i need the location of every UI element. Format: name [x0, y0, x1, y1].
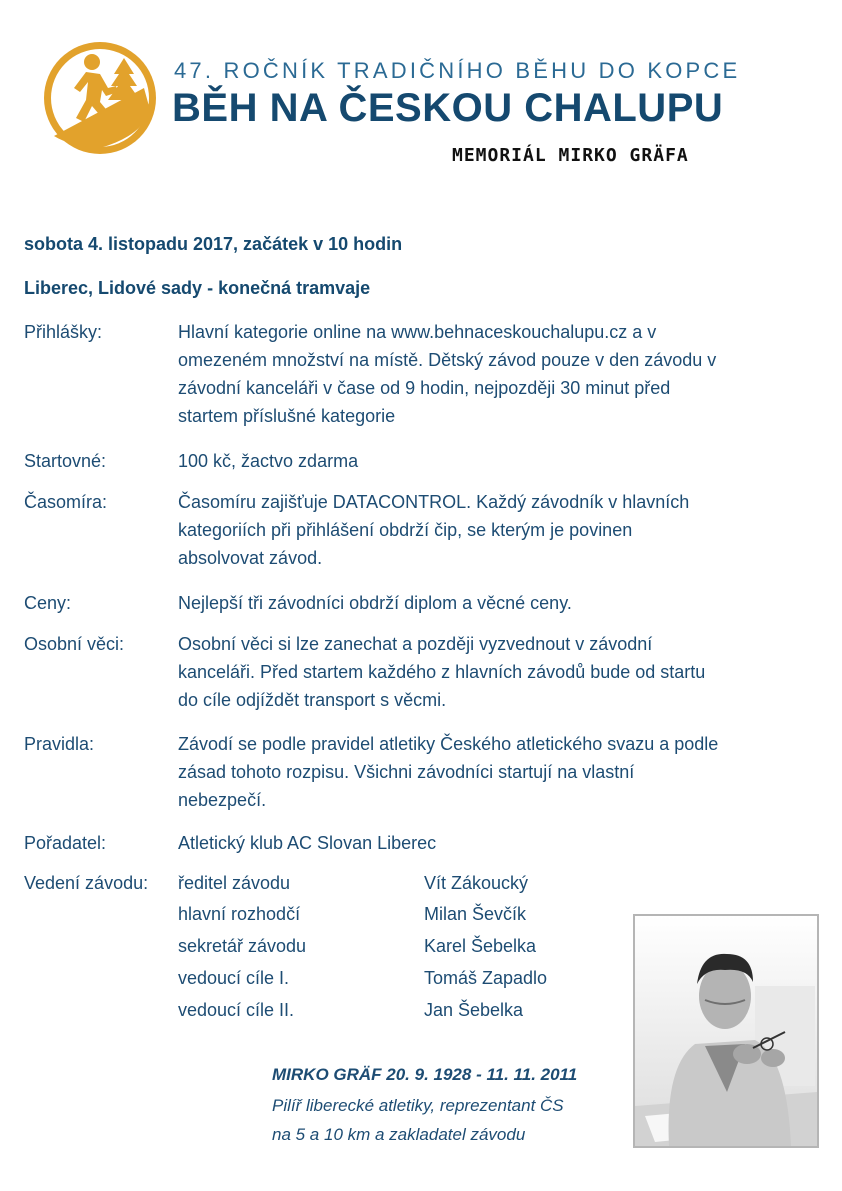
- event-subtitle: 47. ROČNÍK TRADIČNÍHO BĚHU DO KOPCE: [174, 58, 741, 83]
- section-text: [178, 318, 818, 430]
- section-label: Ceny:: [24, 593, 72, 613]
- staff-name: Vít Zákoucký: [424, 873, 529, 893]
- memorial-caption-line: na 5 a 10 km a zakladatel závodu: [272, 1125, 526, 1144]
- date-line: sobota 4. listopadu 2017, začátek v 10 hodin: [24, 234, 403, 254]
- staff-role: hlavní rozhodčí: [178, 904, 301, 924]
- text-line: 100 kč, žactvo zdarma: [178, 451, 359, 471]
- text-line: závodní kanceláři v čase od 9 hodin, nejpozději 30 minut před: [178, 378, 671, 398]
- text-line: startem příslušné kategorie: [178, 406, 396, 426]
- section-label: Pořadatel:: [24, 833, 107, 853]
- portrait-photo: [633, 914, 819, 1148]
- text-line: Závodí se podle pravidel atletiky Českého atletického svazu a podle: [178, 734, 719, 754]
- section-text: [178, 730, 818, 814]
- text-line: zásad tohoto rozpisu. Všichni závodníci startují na vlastní: [178, 762, 635, 782]
- section-text: [178, 447, 818, 475]
- text-line: kategoriích při přihlášení obdrží čip, se kterým je povinen: [178, 520, 633, 540]
- section-label: Pravidla:: [24, 734, 95, 754]
- section-text: [178, 829, 818, 857]
- section-label: Přihlášky:: [24, 322, 103, 342]
- section-label: Časomíra:: [24, 492, 108, 512]
- text-line: Osobní věci si lze zanechat a později vyzvednout v závodní: [178, 634, 653, 654]
- section-label: Osobní věci:: [24, 634, 125, 654]
- memorial-name-dates: MIRKO GRÄF 20. 9. 1928 - 11. 11. 2011: [272, 1065, 578, 1084]
- section-text: [178, 630, 818, 714]
- text-line: Nejlepší tři závodníci obdrží diplom a věcné ceny.: [178, 593, 572, 613]
- staff-name: Tomáš Zapadlo: [424, 968, 548, 988]
- staff-role: vedoucí cíle I.: [178, 968, 290, 988]
- text-line: nebezpečí.: [178, 790, 267, 810]
- staff-name: Milan Ševčík: [424, 904, 527, 924]
- text-line: omezeném množství na místě. Dětský závod pouze v den závodu v: [178, 350, 717, 370]
- memorial-caption-line: Pilíř liberecké atletiky, reprezentant ČS: [272, 1096, 564, 1115]
- text-line: Atletický klub AC Slovan Liberec: [178, 833, 437, 853]
- text-line: do cíle odjíždět transport s věcmi.: [178, 690, 447, 710]
- event-title: BĚH NA ČESKOU CHALUPU: [172, 86, 724, 130]
- staff-role: sekretář závodu: [178, 936, 307, 956]
- portrait-illustration: [635, 916, 817, 1146]
- place-line: Liberec, Lidové sady - konečná tramvaje: [24, 278, 371, 298]
- runner-logo-icon: [42, 40, 158, 156]
- text-line: kanceláři. Před startem každého z hlavních závodů bude od startu: [178, 662, 706, 682]
- staff-role: ředitel závodu: [178, 873, 291, 893]
- section-label: Startovné:: [24, 451, 107, 471]
- section-text: [178, 589, 818, 617]
- memorial-title: MEMORIÁL MIRKO GRÄFA: [452, 145, 689, 166]
- text-line: absolvovat závod.: [178, 548, 323, 568]
- text-line: Hlavní kategorie online na www.behnaceskouchalupu.cz a v: [178, 322, 657, 342]
- section-text: [178, 488, 818, 572]
- staff-role: vedoucí cíle II.: [178, 1000, 295, 1020]
- staff-name: Karel Šebelka: [424, 936, 537, 956]
- staff-name: Jan Šebelka: [424, 1000, 524, 1020]
- staff-label: Vedení závodu:: [24, 873, 149, 893]
- text-line: Časomíru zajišťuje DATACONTROL. Každý závodník v hlavních: [178, 492, 690, 512]
